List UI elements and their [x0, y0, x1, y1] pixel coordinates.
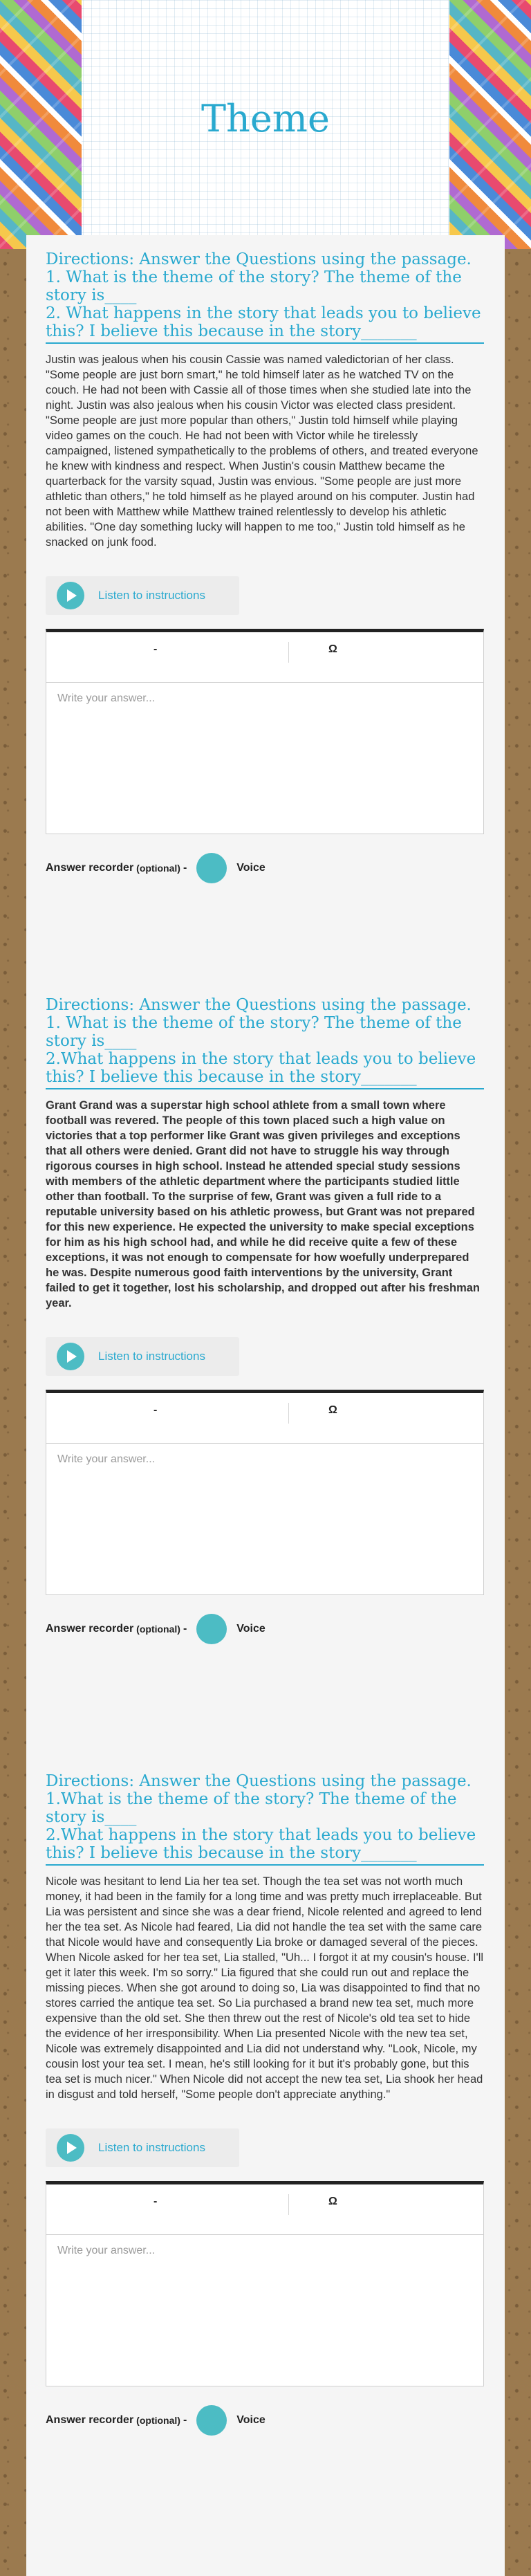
play-icon	[57, 1343, 84, 1370]
subscript-minus-tool[interactable]: -	[153, 643, 158, 655]
recorder-dash: -	[183, 2414, 187, 2426]
editor-toolbar	[46, 632, 483, 683]
directions-text: Directions: Answer the Questions using the passage.	[46, 1772, 472, 1790]
toolbar-divider	[288, 2194, 289, 2215]
question-1-text: 1. What is the theme of the story? The theme of the story is____	[46, 268, 462, 304]
answer-recorder	[46, 2404, 484, 2436]
passage-text: Justin was jealous when his cousin Cassie was named valedictorian of her class. "Some people are just born smart," he told himself later as he watched TV on the couch. He had not been with Cassie all of those times when she studied late into the night. Justin was also jealous when his cousin Victor was elected class president. "Some people are just more popular than others," Justin told himself while playing video games on the couch. He had not been with Victor while he tirelessly campaigned, listened sympathetically to the problems of others, and treated everyone he knew with kindness and respect. When Justin's cousin Matthew became the quarterback for the varsity squad, Justin was envious. "Some people are just more athletic than others," he told himself as he played around on his computer. Justin had not been with Matthew while Matthew trained relentlessly to develop his athletic abilities. "One day something lucky will happen to me too," Justin told himself as he snacked on junk food.	[46, 353, 478, 549]
directions-text: Directions: Answer the Questions using the passage.	[46, 250, 472, 268]
recorder-optional: (optional)	[136, 2415, 180, 2426]
voice-label: Voice	[236, 862, 266, 874]
question-section-3	[46, 1772, 484, 2436]
subscript-minus-tool[interactable]: -	[153, 2196, 158, 2207]
question-1-text: 1. What is the theme of the story? The theme of the story is____	[46, 1014, 462, 1050]
answer-recorder	[46, 852, 484, 884]
page-title: Theme	[201, 97, 330, 140]
answer-editor	[46, 2181, 484, 2386]
listen-instructions-button[interactable]	[46, 1337, 239, 1376]
listen-label: Listen to instructions	[98, 589, 205, 602]
recorder-optional: (optional)	[136, 1623, 180, 1635]
subscript-minus-tool[interactable]: -	[153, 1404, 158, 1416]
editor-toolbar	[46, 1393, 483, 1444]
answer-input[interactable]: Write your answer...	[57, 2245, 156, 2256]
toolbar-divider	[288, 1403, 289, 1424]
recorder-optional: (optional)	[136, 863, 180, 874]
toolbar-divider	[288, 642, 289, 663]
listen-label: Listen to instructions	[98, 1350, 205, 1363]
answer-editor	[46, 1390, 484, 1595]
question-1-text: 1.What is the theme of the story? The theme of the story is____	[46, 1790, 457, 1826]
chevron-pattern-left	[0, 0, 82, 249]
play-icon	[57, 582, 84, 609]
question-2-text: 2.What happens in the story that leads you to believe this? I believe this because in the story_______	[46, 1826, 484, 1866]
record-voice-button[interactable]	[196, 853, 227, 883]
question-section-2	[46, 996, 484, 1645]
question-section-1	[46, 250, 484, 884]
header-banner	[0, 0, 531, 249]
listen-instructions-button[interactable]	[46, 576, 239, 615]
special-character-tool[interactable]: Ω	[328, 643, 337, 655]
voice-label: Voice	[236, 2414, 266, 2426]
special-character-tool[interactable]: Ω	[328, 2196, 337, 2207]
listen-label: Listen to instructions	[98, 2141, 205, 2154]
special-character-tool[interactable]: Ω	[328, 1404, 337, 1416]
recorder-label: Answer recorder	[46, 1623, 134, 1635]
recorder-label: Answer recorder	[46, 862, 134, 874]
play-icon	[57, 2134, 84, 2162]
answer-input[interactable]: Write your answer...	[57, 692, 156, 704]
passage-text: Nicole was hesitant to lend Lia her tea set. Though the tea set was not worth much money, it had been in the family for a long time and was pretty much irreplaceable. But Lia was persistent and since she was a dear friend, Nicole relented and agreed to lend her the tea set. As Nicole had feared, Lia did not handle the tea set with the same care that Nicole would have and consequently Lia broke or damaged several of the pieces. When Nicole asked for her tea set, Lia stalled, "Uh... I forgot it at my cousin's house. I'll get it later this week. I'm so sorry." Lia figured that she could run out and replace the missing pieces. When she got around to doing so, Lia was disappointed to find that no stores carried the antique tea set. So Lia purchased a brand new tea set, much more expensive than the old set. She then threw out the rest of Nicole's old tea set to hide the evidence of her irresponsibility. When Lia presented Nicole with the new tea set, Nicole was extremely disappointed and Lia did not understand why. "Look, Nicole, my cousin lost your tea set. I mean, he's still looking for it but it's probably gone, but this tea set is much nicer." When Nicole did not accept the new tea set, Lia shook her head in disgust and told herself, "Some people don't appreciate anything."	[46, 1875, 484, 2101]
chevron-pattern-right	[449, 0, 531, 249]
voice-label: Voice	[236, 1623, 266, 1635]
answer-recorder	[46, 1613, 484, 1645]
worksheet	[26, 235, 505, 2576]
answer-input[interactable]: Write your answer...	[57, 1453, 156, 1465]
directions-text: Directions: Answer the Questions using the passage.	[46, 996, 472, 1014]
record-voice-button[interactable]	[196, 2405, 227, 2436]
passage-text: Grant Grand was a superstar high school athlete from a small town where football was revered. The people of this town placed such a high value on victories that a top performer like Grant was given privileges and exceptions that all others were denied. Grant did not have to struggle his way through rigorous courses in high school. Instead he attended special study sessions with members of the athletic department where the participants studied little other than football. To the surprise of few, Grant was given a full ride to a reputable university based on his athletic prowess, but Grant was not prepared for this new experience. He expected the university to make special exceptions for him as his high school had, and while he did receive quite a few of these exceptions, it was not enough to compensate for how woefully underprepared he was. Despite numerous good faith interventions by the university, Grant failed to get it together, lost his scholarship, and dropped out after his freshman year.	[46, 1099, 480, 1309]
recorder-label: Answer recorder	[46, 2414, 134, 2426]
recorder-dash: -	[183, 862, 187, 874]
answer-editor	[46, 629, 484, 834]
editor-toolbar	[46, 2184, 483, 2235]
listen-instructions-button[interactable]	[46, 2128, 239, 2167]
question-2-text: 2.What happens in the story that leads you to believe this? I believe this because in the story_______	[46, 1050, 484, 1089]
recorder-dash: -	[183, 1623, 187, 1635]
record-voice-button[interactable]	[196, 1614, 227, 1644]
question-2-text: 2. What happens in the story that leads you to believe this? I believe this because in the story_______	[46, 304, 484, 344]
